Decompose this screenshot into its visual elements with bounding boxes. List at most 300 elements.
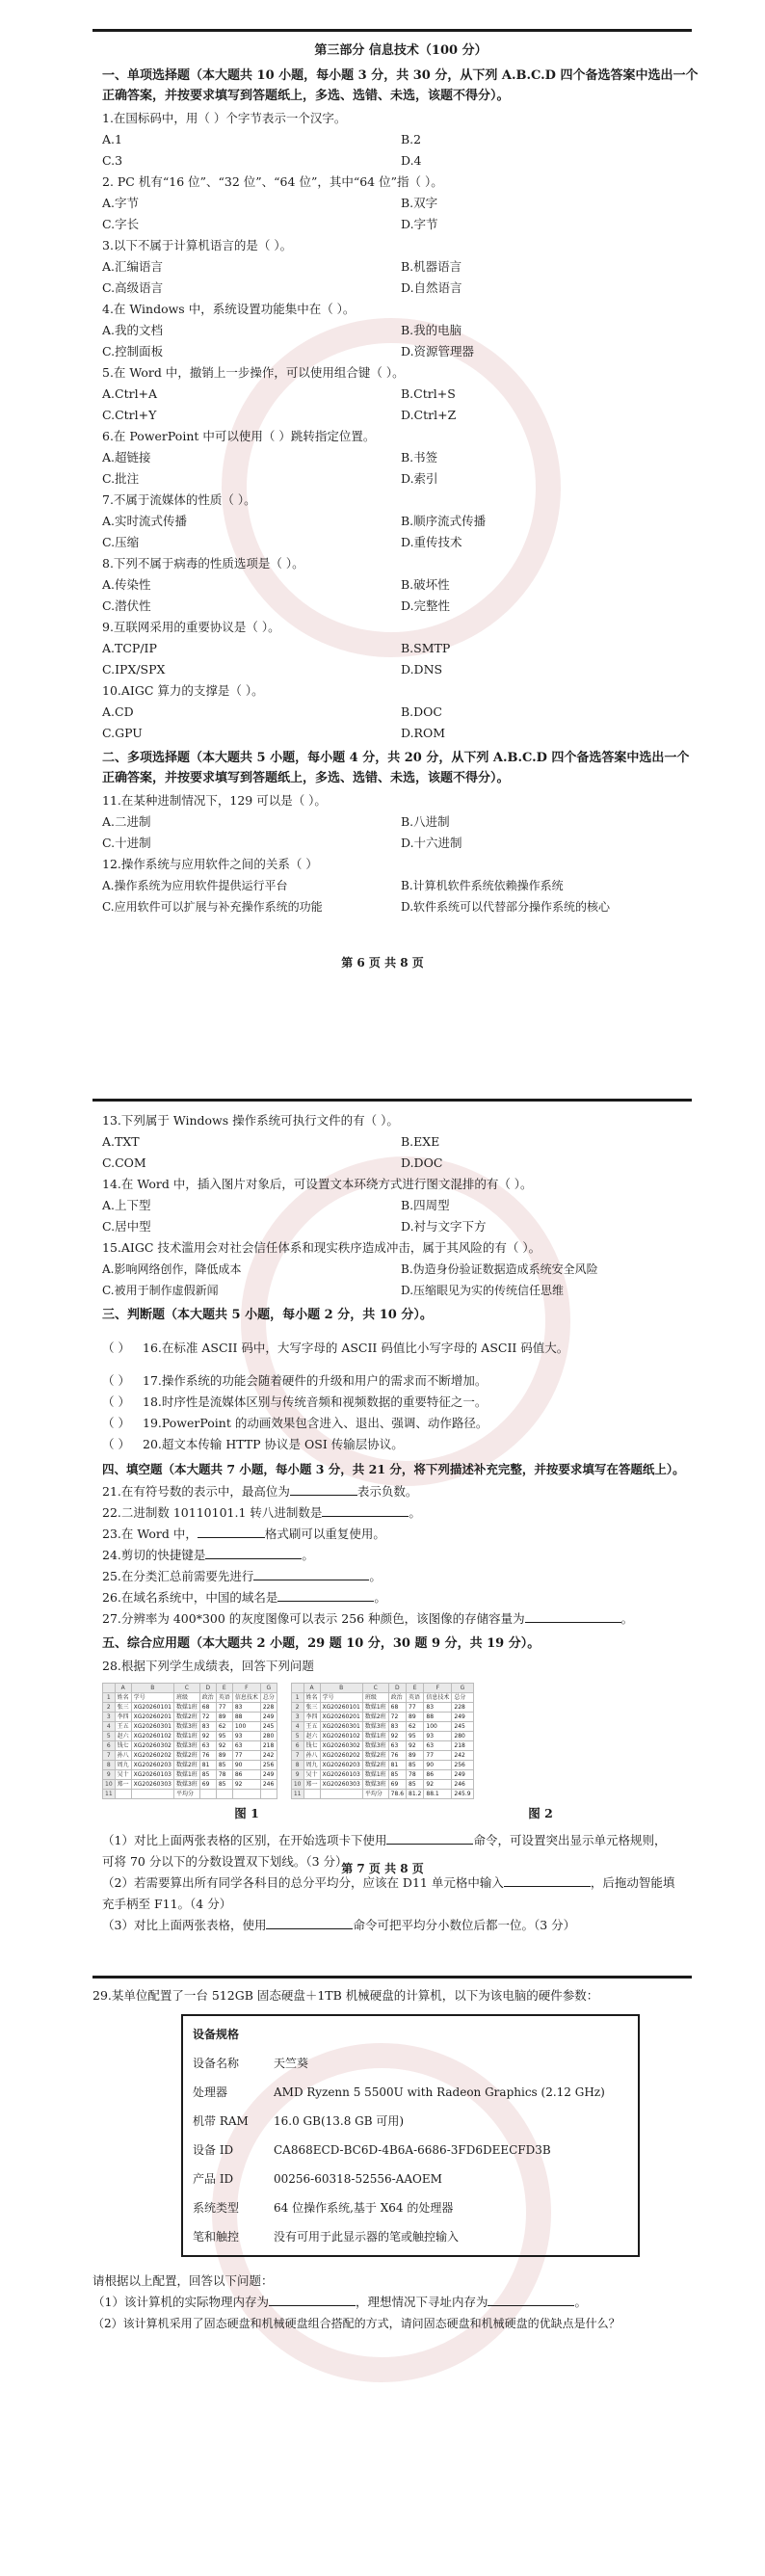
spec-key: 设备 ID [193, 2143, 234, 2157]
column-letter [291, 1684, 303, 1693]
option: A.CD [102, 704, 134, 719]
fill-23: 23.在 Word 中， 格式刷可以重复使用。 [102, 1524, 699, 1545]
table-cell: 数媒1班 [362, 1732, 388, 1741]
sub-question-3: （3）对比上面两张表格，使用 命令可把平均分小数位后都一位。（3 分） [102, 1915, 699, 1936]
option: A.操作系统为应用软件提供运行平台 [102, 879, 288, 892]
table-cell: XG20260303 [320, 1780, 362, 1790]
option: C.字长 [102, 217, 140, 231]
average-value [199, 1790, 216, 1799]
table-cell: 李四 [303, 1713, 320, 1722]
row-number: 9 [103, 1770, 116, 1780]
table-row [291, 1780, 473, 1790]
table-cell: 数媒2班 [173, 1713, 199, 1722]
table-cell: 85 [407, 1780, 424, 1790]
table-cell: 83 [388, 1722, 406, 1732]
table-row [103, 1741, 277, 1751]
table-cell: 85 [199, 1770, 216, 1780]
answer-blank[interactable] [205, 1545, 302, 1559]
row-number: 8 [103, 1761, 116, 1770]
table-cell: 数媒3班 [173, 1722, 199, 1732]
row-number: 2 [291, 1703, 303, 1713]
table-cell: 245 [452, 1722, 473, 1732]
row-number: 11 [103, 1790, 116, 1799]
option: B.顺序流式传播 [401, 514, 487, 528]
fill-26: 26.在域名系统中，中国的域名是 。 [102, 1587, 699, 1608]
table-cell: 89 [216, 1713, 232, 1722]
fill-21: 21.在有符号数的表示中，最高位为 表示负数。 [102, 1481, 699, 1502]
option: C.被用于制作虚假新闻 [102, 1284, 219, 1297]
table-cell: 228 [260, 1703, 277, 1713]
column-letter: C [173, 1684, 199, 1693]
table-cell: 数媒2班 [362, 1761, 388, 1770]
column-letter: D [199, 1684, 216, 1693]
option: A.实时流式传播 [102, 514, 188, 528]
table-cell: 242 [452, 1751, 473, 1761]
spec-title: 设备规格 [193, 2028, 240, 2041]
table-cell: XG20260202 [131, 1751, 173, 1761]
option: A.超链接 [102, 450, 151, 465]
table-cell: 249 [452, 1770, 473, 1780]
option: B.EXE [401, 1134, 440, 1149]
options-11 [102, 811, 699, 854]
table-cell: 280 [260, 1732, 277, 1741]
table-row [103, 1732, 277, 1741]
section-multiple-choice: 二、多项选择题（本大题共 5 小题，每小题 4 分，共 20 分，从下列 A.B.C.D 四个备选答案中选出一个正确答案，并按要求填写到答题纸上，多选、选错、未选，该题不得分）。 [102, 751, 690, 785]
table-cell: 赵六 [303, 1732, 320, 1741]
top-rule [92, 1099, 692, 1102]
row-number: 4 [103, 1722, 116, 1732]
options-8 [102, 574, 699, 617]
table-cell: 93 [424, 1732, 452, 1741]
option: D.重传技术 [401, 535, 462, 549]
table-cell: XG20260202 [320, 1751, 362, 1761]
spec-value: 64 位操作系统,基于 X64 的处理器 [274, 2201, 454, 2215]
table-cell [303, 1790, 320, 1799]
answer-blank[interactable] [198, 1524, 265, 1538]
sheet-header-row [103, 1693, 277, 1703]
sub-question-1-cont: 可将 70 分以下的分数设置双下划线。（3 分） [102, 1854, 348, 1869]
table-cell: 85 [407, 1761, 424, 1770]
figure-1-caption: 图 1 [234, 1806, 259, 1820]
answer-blank[interactable] [290, 1481, 357, 1496]
table-row [103, 1722, 277, 1732]
table-row [103, 1770, 277, 1780]
answer-blank[interactable] [322, 1502, 409, 1517]
table-cell: 63 [199, 1741, 216, 1751]
header-cell: 总分 [452, 1693, 473, 1703]
options-4 [102, 320, 699, 362]
option: D.4 [401, 153, 422, 168]
question-1: 1.在国标码中，用（ ）个字节表示一个汉字。 [102, 111, 347, 125]
option: D.索引 [401, 471, 438, 486]
judge-item-19: （ ） 19.PowerPoint 的动画效果包含进入、退出、强调、动作路径。 [102, 1416, 488, 1430]
table-cell: 63 [388, 1741, 406, 1751]
option: A.TCP/IP [102, 641, 157, 655]
option: B.计算机软件系统依赖操作系统 [401, 879, 564, 892]
spec-value: 天竺葵 [274, 2057, 309, 2070]
table-cell: XG20260303 [131, 1780, 173, 1790]
sheet-header-row [291, 1693, 473, 1703]
table-cell: 77 [216, 1703, 232, 1713]
option: D.Ctrl+Z [401, 408, 457, 422]
option: C.Ctrl+Y [102, 408, 157, 422]
table-cell: 72 [199, 1713, 216, 1722]
table-cell: 90 [232, 1761, 260, 1770]
row-number: 5 [291, 1732, 303, 1741]
table-cell: XG20260101 [131, 1703, 173, 1713]
table-cell: XG20260301 [131, 1722, 173, 1732]
table-cell: 86 [232, 1770, 260, 1780]
device-spec-box [181, 2014, 640, 2257]
table-cell: 赵六 [115, 1732, 131, 1741]
option: A.Ctrl+A [102, 386, 158, 401]
row-number: 6 [291, 1741, 303, 1751]
table-cell [131, 1790, 173, 1799]
table-cell: 77 [232, 1751, 260, 1761]
option: C.居中型 [102, 1219, 151, 1234]
table-row [103, 1751, 277, 1761]
spec-row [193, 2049, 628, 2078]
table-row [291, 1751, 473, 1761]
option: D.压缩眼见为实的传统信任思维 [401, 1284, 565, 1297]
options-3 [102, 256, 699, 299]
average-value [260, 1790, 277, 1799]
table-row [291, 1770, 473, 1780]
spec-key: 处理器 [193, 2085, 228, 2099]
question-13: 13.下列属于 Windows 操作系统可执行文件的有（ ）。 [102, 1113, 399, 1128]
option: B.破坏性 [401, 577, 450, 592]
spreadsheet-figures [102, 1683, 699, 1799]
answer-blank[interactable] [266, 1915, 353, 1929]
option: D.字节 [401, 217, 438, 231]
part-title: 第三部分 信息技术（100 分） [314, 43, 488, 58]
options-15 [102, 1259, 699, 1301]
section-fill-blank: 四、填空题（本大题共 7 小题，每小题 3 分，共 21 分，将下列描述补充完整，并按要求填写在答题纸上）。 [102, 1462, 685, 1476]
options-7 [102, 511, 699, 553]
section-application: 五、综合应用题（本大题共 2 小题，29 题 10 分，30 题 9 分，共 19 分）。 [102, 1636, 541, 1651]
table-cell: 78 [216, 1770, 232, 1780]
table-cell: 95 [407, 1732, 424, 1741]
column-letter: E [407, 1684, 424, 1693]
table-cell: 62 [216, 1722, 232, 1732]
options-13 [102, 1131, 699, 1174]
figure-2-caption: 图 2 [528, 1806, 553, 1820]
answer-blank[interactable] [277, 1587, 374, 1602]
table-cell: 数媒1班 [173, 1703, 199, 1713]
option: C.十进制 [102, 836, 151, 850]
fill-22: 22.二进制数 10110101.1 转八进制数是 。 [102, 1502, 699, 1524]
option: B.八进制 [401, 814, 450, 829]
table-cell: 245 [260, 1722, 277, 1732]
average-value: 245.9 [452, 1790, 473, 1799]
option: D.十六进制 [401, 836, 462, 850]
sub-question-2-cont: 充手柄至 F11。（4 分） [102, 1897, 232, 1911]
table-cell: 吴十 [115, 1770, 131, 1780]
table-cell: XG20260201 [131, 1713, 173, 1722]
answer-blank[interactable] [253, 1566, 369, 1580]
column-letter: F [232, 1684, 260, 1693]
table-cell: 郑一 [115, 1780, 131, 1790]
option: A.上下型 [102, 1198, 151, 1212]
fill-25: 25.在分类汇总前需要先进行 。 [102, 1566, 699, 1587]
table-cell: 王五 [303, 1722, 320, 1732]
question-10: 10.AIGC 算力的支撑是（ ）。 [102, 683, 264, 698]
table-cell: XG20260103 [131, 1770, 173, 1780]
table-row [291, 1741, 473, 1751]
row-number: 5 [103, 1732, 116, 1741]
section-true-false: 三、判断题（本大题共 5 小题，每小题 2 分，共 10 分）。 [102, 1308, 433, 1322]
question-14: 14.在 Word 中，插入图片对象后，可设置文本环绕方式进行图文混排的有（ ）。 [102, 1177, 533, 1191]
table-cell: 62 [407, 1722, 424, 1732]
judge-item-16: （ ） 16.在标准 ASCII 码中，大写字母的 ASCII 码值比小写字母的 ASCII 码值大。 [102, 1340, 569, 1355]
header-cell: 姓名 [115, 1693, 131, 1703]
table-cell: 92 [388, 1732, 406, 1741]
table-cell: XG20260201 [320, 1713, 362, 1722]
table-cell: 256 [452, 1761, 473, 1770]
column-letter: B [320, 1684, 362, 1693]
answer-blank[interactable] [269, 2292, 356, 2306]
judge-item-18: （ ） 18.时序性是流媒体区别与传统音频和视频数据的重要特征之一。 [102, 1394, 488, 1409]
spec-row [193, 2107, 628, 2136]
header-cell: 姓名 [303, 1693, 320, 1703]
table-row [103, 1703, 277, 1713]
options-12 [102, 875, 699, 917]
row-number: 7 [291, 1751, 303, 1761]
table-row [291, 1722, 473, 1732]
fill-27: 27.分辨率为 400*300 的灰度图像可以表示 256 种颜色，该图像的存储容量为 。 [102, 1608, 699, 1630]
table-cell [320, 1790, 362, 1799]
table-cell: 89 [407, 1713, 424, 1722]
option: B.2 [401, 132, 422, 146]
answer-blank[interactable] [488, 2292, 574, 2306]
header-cell: 政治 [199, 1693, 216, 1703]
column-letter: B [131, 1684, 173, 1693]
table-cell: 数媒1班 [362, 1703, 388, 1713]
page-footer: 第 6 页 共 8 页 [341, 956, 424, 969]
table-cell: XG20260103 [320, 1770, 362, 1780]
spec-key: 设备名称 [193, 2057, 240, 2070]
spreadsheet-figure-2 [291, 1683, 474, 1799]
row-number: 10 [103, 1780, 116, 1790]
options-14 [102, 1195, 699, 1237]
header-cell: 学号 [131, 1693, 173, 1703]
option: B.伪造身份验证数据造成系统安全风险 [401, 1262, 598, 1276]
table-cell: 85 [216, 1780, 232, 1790]
question-29: 29.某单位配置了一台 512GB 固态硬盘＋1TB 机械硬盘的计算机，以下为该电脑的硬件参数： [92, 1988, 599, 2003]
table-cell: 85 [216, 1761, 232, 1770]
table-row [291, 1713, 473, 1722]
question-2: 2. PC 机有“16 位”、“32 位”、“64 位”，其中“64 位”指（ ）。 [102, 174, 443, 189]
option: D.软件系统可以代替部分操作系统的核心 [401, 900, 611, 914]
table-cell: 249 [260, 1713, 277, 1722]
sub-question-2: （2）若需要算出所有同学各科目的总分平均分，应该在 D11 单元格中输入 ，后拖动智能填 [102, 1872, 699, 1894]
row-number: 1 [291, 1693, 303, 1703]
table-cell: 85 [388, 1770, 406, 1780]
figure-captions [102, 1803, 699, 1824]
column-letter: F [424, 1684, 452, 1693]
option: C.高级语言 [102, 280, 164, 295]
table-cell: 数媒2班 [362, 1713, 388, 1722]
options-10 [102, 702, 699, 744]
table-cell: 孙八 [303, 1751, 320, 1761]
table-cell: 95 [216, 1732, 232, 1741]
question-11: 11.在某种进制情况下，129 可以是（ ）。 [102, 793, 327, 808]
row-number: 2 [103, 1703, 116, 1713]
spec-row [193, 2222, 628, 2251]
average-label: 平均分 [362, 1790, 388, 1799]
sheet-column-header-row [291, 1684, 473, 1693]
option: D.完整性 [401, 598, 451, 613]
table-cell: 81 [388, 1761, 406, 1770]
table-cell: 88 [232, 1713, 260, 1722]
table-cell: 吴十 [303, 1770, 320, 1780]
table-cell: 249 [260, 1770, 277, 1780]
option: B.机器语言 [401, 259, 462, 274]
option: D.自然语言 [401, 280, 462, 295]
spec-value: AMD Ryzenn 5 5500U with Radeon Graphics (2.12 GHz) [274, 2085, 605, 2099]
row-number: 9 [291, 1770, 303, 1780]
table-row [103, 1761, 277, 1770]
answer-blank[interactable] [525, 1608, 621, 1623]
option: B.我的电脑 [401, 323, 462, 337]
table-cell: 242 [260, 1751, 277, 1761]
table-cell: XG20260203 [131, 1761, 173, 1770]
table-cell: 246 [260, 1780, 277, 1790]
question-12: 12.操作系统与应用软件之间的关系（ ） [102, 857, 318, 871]
spec-key: 系统类型 [193, 2201, 240, 2215]
table-cell: 张三 [115, 1703, 131, 1713]
question-7: 7.不属于流媒体的性质（ ）。 [102, 492, 256, 507]
table-cell [115, 1790, 131, 1799]
table-row [103, 1713, 277, 1722]
column-letter [103, 1684, 116, 1693]
table-row [103, 1780, 277, 1790]
row-number: 4 [291, 1722, 303, 1732]
option: C.潜伏性 [102, 598, 151, 613]
option: A.字节 [102, 196, 140, 210]
options-9 [102, 638, 699, 680]
table-cell: 周九 [303, 1761, 320, 1770]
spec-value: CA868ECD-BC6D-4B6A-6686-3FD6DEECFD3B [274, 2143, 551, 2157]
option: C.应用软件可以扩展与补充操作系统的功能 [102, 900, 323, 914]
row-number: 1 [103, 1693, 116, 1703]
table-cell: 218 [452, 1741, 473, 1751]
table-cell: 81 [199, 1761, 216, 1770]
table-cell: 100 [424, 1722, 452, 1732]
spreadsheet-figure-1 [102, 1683, 277, 1799]
header-cell: 总分 [260, 1693, 277, 1703]
sheet-column-header-row [103, 1684, 277, 1693]
table-cell: 数媒3班 [362, 1741, 388, 1751]
spec-key: 产品 ID [193, 2172, 234, 2186]
table-cell: 数媒3班 [362, 1722, 388, 1732]
question-8: 8.下列不属于病毒的性质选项是（ ）。 [102, 556, 304, 571]
top-rule [92, 1976, 692, 1978]
table-cell: 63 [232, 1741, 260, 1751]
table-cell: 89 [407, 1751, 424, 1761]
table-cell: XG20260302 [320, 1741, 362, 1751]
table-cell: 李四 [115, 1713, 131, 1722]
table-cell: 83 [232, 1703, 260, 1713]
option: D.ROM [401, 726, 446, 740]
table-cell: 68 [199, 1703, 216, 1713]
question-5: 5.在 Word 中，撤销上一步操作，可以使用组合键（ ）。 [102, 365, 405, 380]
spec-key: 笔和触控 [193, 2230, 240, 2244]
column-letter: E [216, 1684, 232, 1693]
option: A.传染性 [102, 577, 151, 592]
table-cell: 77 [407, 1703, 424, 1713]
spec-value: 00256-60318-52556-AAOEM [274, 2172, 442, 2186]
option: B.书签 [401, 450, 438, 465]
page-footer: 第 7 页 共 8 页 [341, 1862, 424, 1875]
option: D.衬与文字下方 [401, 1219, 487, 1234]
option: A.TXT [102, 1134, 140, 1149]
table-cell: 数媒3班 [173, 1780, 199, 1790]
question-28: 28.根据下列学生成绩表，回答下列问题 [102, 1659, 314, 1673]
table-cell: 孙八 [115, 1751, 131, 1761]
table-row [291, 1703, 473, 1713]
average-value [216, 1790, 232, 1799]
table-cell: 数媒2班 [362, 1751, 388, 1761]
header-cell: 班级 [173, 1693, 199, 1703]
header-cell: 英语 [407, 1693, 424, 1703]
page-6 [0, 0, 765, 993]
table-cell: 92 [199, 1732, 216, 1741]
table-cell: 92 [232, 1780, 260, 1790]
top-rule [92, 29, 692, 32]
spec-row [193, 2136, 628, 2164]
option: A.1 [102, 132, 122, 146]
option: B.双字 [401, 196, 438, 210]
table-cell: 78 [407, 1770, 424, 1780]
table-cell: 76 [199, 1751, 216, 1761]
table-cell: 88 [424, 1713, 452, 1722]
page-8 [0, 1976, 765, 2576]
table-cell: 228 [452, 1703, 473, 1713]
table-cell: XG20260301 [320, 1722, 362, 1732]
table-cell: 68 [388, 1703, 406, 1713]
table-row [291, 1732, 473, 1741]
table-cell: 钱七 [303, 1741, 320, 1751]
table-cell: 郑一 [303, 1780, 320, 1790]
row-number: 10 [291, 1780, 303, 1790]
table-row [291, 1761, 473, 1770]
average-row [103, 1790, 277, 1799]
option: B.DOC [401, 704, 442, 719]
column-letter: A [115, 1684, 131, 1693]
options-1 [102, 129, 699, 172]
sub-question-1: （1）该计算机的实际物理内存为 ，理想情况下寻址内存为 。 [92, 2292, 709, 2313]
option: C.控制面板 [102, 344, 164, 359]
table-cell: 92 [407, 1741, 424, 1751]
average-value: 81.2 [407, 1790, 424, 1799]
table-cell: 246 [452, 1780, 473, 1790]
column-letter: G [260, 1684, 277, 1693]
answer-blank[interactable] [386, 1830, 473, 1845]
table-cell: XG20260102 [320, 1732, 362, 1741]
judge-item-20: （ ） 20.超文本传输 HTTP 协议是 OSI 传输层协议。 [102, 1437, 404, 1451]
column-letter: A [303, 1684, 320, 1693]
table-cell: 77 [424, 1751, 452, 1761]
table-cell: 83 [199, 1722, 216, 1732]
option: C.批注 [102, 471, 140, 486]
option: D.资源管理器 [401, 344, 475, 359]
sub-question-2: （2）该计算机采用了固态硬盘和机械硬盘组合搭配的方式，请问固态硬盘和机械硬盘的优缺点是什么？ [92, 2317, 620, 2330]
row-number: 8 [291, 1761, 303, 1770]
option: C.IPX/SPX [102, 662, 166, 677]
question-15: 15.AIGC 技术滥用会对社会信任体系和现实秩序造成冲击，属于其风险的有（ ）。 [102, 1240, 541, 1255]
row-number: 6 [103, 1741, 116, 1751]
